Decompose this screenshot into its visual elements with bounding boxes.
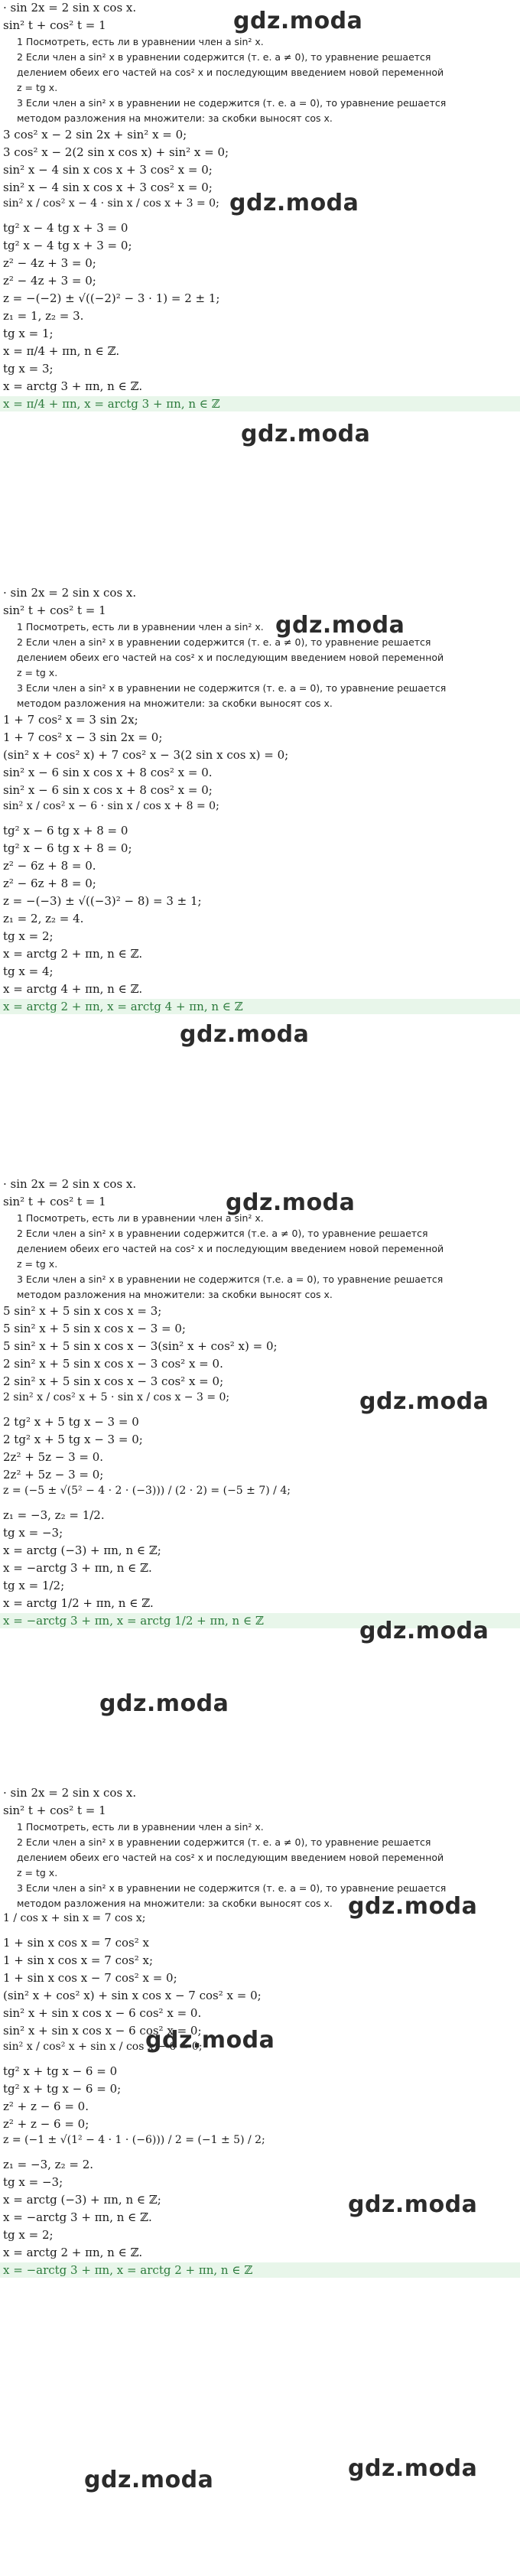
equation-line: sin² t + cos² t = 1 bbox=[3, 1195, 106, 1208]
equation-line: · sin 2x = 2 sin x cos x. bbox=[3, 586, 137, 600]
hint-line: методом разложения на множители: за скобки выносят cos x. bbox=[17, 1289, 333, 1300]
hint-line: 3 Если член a sin² x в уравнении не содержится (т. е. a = 0), то уравнение решается bbox=[17, 97, 447, 109]
equation-line: tg² x + tg x − 6 = 0; bbox=[3, 2082, 122, 2096]
watermark: gdz.moda bbox=[233, 8, 363, 34]
equation-line: z₁ = −3, z₂ = 2. bbox=[3, 2158, 94, 2171]
equation-line: (sin² x + cos² x) + 7 cos² x − 3(2 sin x cos x) = 0; bbox=[3, 748, 289, 762]
hint-line: 1 Посмотреть, есть ли в уравнении член a sin² x. bbox=[17, 621, 264, 633]
equation-line: tg x = −3; bbox=[3, 2175, 63, 2189]
watermark: gdz.moda bbox=[275, 612, 405, 639]
equation-line: tg x = 3; bbox=[3, 362, 54, 376]
equation-line: z = −(−3) ± √((−3)² − 8) = 3 ± 1; bbox=[3, 894, 202, 908]
hint-line: 2 Если член a sin² x в уравнении содержится (т.е. a ≠ 0), то уравнение решается bbox=[17, 1228, 428, 1239]
equation-line: x = arctg 2 + πn, n ∈ ℤ. bbox=[3, 2246, 143, 2259]
watermark: gdz.moda bbox=[348, 2191, 478, 2218]
fraction-equation-line: sin² x / cos² x − 6 · sin x / cos x + 8 = 0; bbox=[3, 800, 219, 812]
hint-line: z = tg x. bbox=[17, 667, 58, 678]
equation-line: z₁ = 1, z₂ = 3. bbox=[3, 309, 84, 323]
equation-line: tg x = 2; bbox=[3, 929, 54, 943]
equation-line: z² − 6z + 8 = 0. bbox=[3, 859, 96, 873]
watermark: gdz.moda bbox=[226, 1189, 356, 1216]
fraction-equation-line: z = (−1 ± √(1² − 4 · 1 · (−6))) / 2 = (−1 ± 5) / 2; bbox=[3, 2134, 265, 2146]
equation-line: z² + z − 6 = 0; bbox=[3, 2117, 89, 2131]
hint-line: делением обеих его частей на cos² x и последующим введением новой переменной bbox=[17, 1243, 444, 1254]
hint-line: 1 Посмотреть, есть ли в уравнении член a sin² x. bbox=[17, 1821, 264, 1833]
watermark: gdz.moda bbox=[84, 2467, 214, 2493]
fraction-equation-line: 1 / cos x + sin x = 7 cos x; bbox=[3, 1912, 146, 1924]
equation-line: x = arctg (−3) + πn, n ∈ ℤ; bbox=[3, 2193, 161, 2207]
equation-line: sin² x + sin x cos x − 6 cos² x = 0; bbox=[3, 2024, 202, 2038]
hint-line: методом разложения на множители: за скобки выносят cos x. bbox=[17, 698, 333, 709]
equation-line: tg x = 4; bbox=[3, 964, 54, 978]
hint-line: z = tg x. bbox=[17, 1867, 58, 1878]
equation-line: z² − 4z + 3 = 0; bbox=[3, 274, 96, 288]
equation-line: sin² x − 6 sin x cos x + 8 cos² x = 0. bbox=[3, 766, 213, 779]
equation-line: sin² x − 4 sin x cos x + 3 cos² x = 0; bbox=[3, 181, 213, 194]
fraction-equation-line: z = (−5 ± √(5² − 4 · 2 · (−3))) / (2 · 2) = (−5 ± 7) / 4; bbox=[3, 1485, 291, 1497]
equation-line: z₁ = 2, z₂ = 4. bbox=[3, 912, 84, 925]
hint-line: 3 Если член a sin² x в уравнении не содержится (т. е. a = 0), то уравнение решается bbox=[17, 682, 447, 694]
equation-line: z² + z − 6 = 0. bbox=[3, 2100, 89, 2113]
equation-line: z = −(−2) ± √((−2)² − 3 · 1) = 2 ± 1; bbox=[3, 291, 220, 305]
watermark: gdz.moda bbox=[241, 421, 371, 447]
answer-line: x = −arctg 3 + πn, x = arctg 1/2 + πn, n ∈ ℤ bbox=[0, 1613, 520, 1628]
equation-line: sin² t + cos² t = 1 bbox=[3, 18, 106, 32]
hint-line: методом разложения на множители: за скобки выносят cos x. bbox=[17, 112, 333, 124]
equation-line: sin² t + cos² t = 1 bbox=[3, 1804, 106, 1817]
hint-line: z = tg x. bbox=[17, 1258, 58, 1270]
equation-line: tg x = 1; bbox=[3, 327, 54, 340]
equation-line: tg² x − 6 tg x + 8 = 0; bbox=[3, 841, 132, 855]
equation-line: z² − 6z + 8 = 0; bbox=[3, 877, 96, 890]
equation-line: 1 + sin x cos x = 7 cos² x bbox=[3, 1936, 149, 1950]
equation-line: x = arctg (−3) + πn, n ∈ ℤ; bbox=[3, 1543, 161, 1557]
hint-line: 2 Если член a sin² x в уравнении содержится (т. е. a ≠ 0), то уравнение решается bbox=[17, 51, 431, 63]
equation-line: x = arctg 2 + πn, n ∈ ℤ. bbox=[3, 947, 143, 961]
equation-line: z² − 4z + 3 = 0; bbox=[3, 256, 96, 270]
equation-line: x = −arctg 3 + πn, n ∈ ℤ. bbox=[3, 2210, 152, 2224]
answer-line: x = π/4 + πn, x = arctg 3 + πn, n ∈ ℤ bbox=[0, 396, 520, 411]
hint-line: делением обеих его частей на cos² x и последующим введением новой переменной bbox=[17, 652, 444, 663]
equation-line: 3 cos² x − 2 sin 2x + sin² x = 0; bbox=[3, 128, 187, 141]
equation-line: tg² x − 4 tg x + 3 = 0 bbox=[3, 221, 128, 235]
hint-line: z = tg x. bbox=[17, 82, 58, 93]
hint-line: 2 Если член a sin² x в уравнении содержится (т. е. a ≠ 0), то уравнение решается bbox=[17, 636, 431, 648]
equation-line: 2z² + 5z − 3 = 0; bbox=[3, 1468, 104, 1482]
watermark: gdz.moda bbox=[359, 1388, 489, 1415]
equation-line: x = arctg 1/2 + πn, n ∈ ℤ. bbox=[3, 1596, 154, 1610]
equation-line: sin² x − 6 sin x cos x + 8 cos² x = 0; bbox=[3, 783, 213, 797]
equation-line: sin² x + sin x cos x − 6 cos² x = 0. bbox=[3, 2006, 202, 2020]
hint-line: методом разложения на множители: за скобки выносят cos x. bbox=[17, 1898, 333, 1909]
fraction-equation-line: sin² x / cos² x − 4 · sin x / cos x + 3 = 0; bbox=[3, 197, 219, 210]
equation-line: tg x = 2; bbox=[3, 2228, 54, 2242]
equation-line: · sin 2x = 2 sin x cos x. bbox=[3, 1786, 137, 1800]
watermark: gdz.moda bbox=[99, 1690, 229, 1717]
equation-line: (sin² x + cos² x) + sin x cos x − 7 cos² x = 0; bbox=[3, 1989, 262, 2002]
watermark: gdz.moda bbox=[348, 1893, 478, 1920]
answer-line: x = −arctg 3 + πn, x = arctg 2 + πn, n ∈ ℤ bbox=[0, 2262, 520, 2278]
equation-line: tg² x − 4 tg x + 3 = 0; bbox=[3, 239, 132, 252]
equation-line: 1 + 7 cos² x = 3 sin 2x; bbox=[3, 713, 138, 727]
equation-line: 5 sin² x + 5 sin x cos x = 3; bbox=[3, 1304, 162, 1318]
equation-line: 2 tg² x + 5 tg x − 3 = 0 bbox=[3, 1415, 139, 1429]
equation-line: 1 + sin x cos x − 7 cos² x = 0; bbox=[3, 1971, 177, 1985]
equation-line: x = arctg 4 + πn, n ∈ ℤ. bbox=[3, 982, 143, 996]
hint-line: делением обеих его частей на cos² x и последующим введением новой переменной bbox=[17, 67, 444, 78]
equation-line: x = π/4 + πn, n ∈ ℤ. bbox=[3, 344, 120, 358]
equation-line: tg² x − 6 tg x + 8 = 0 bbox=[3, 824, 128, 838]
fraction-equation-line: sin² x / cos² x + sin x / cos x − 6 = 0; bbox=[3, 2041, 203, 2053]
equation-line: 5 sin² x + 5 sin x cos x − 3(sin² x + cos² x) = 0; bbox=[3, 1339, 278, 1353]
equation-line: 2 sin² x + 5 sin x cos x − 3 cos² x = 0; bbox=[3, 1374, 224, 1388]
hint-line: 3 Если член a sin² x в уравнении не содержится (т.е. a = 0), то уравнение решается bbox=[17, 1273, 444, 1285]
equation-line: 2z² + 5z − 3 = 0. bbox=[3, 1450, 104, 1464]
equation-line: 5 sin² x + 5 sin x cos x − 3 = 0; bbox=[3, 1322, 186, 1335]
equation-line: 3 cos² x − 2(2 sin x cos x) + sin² x = 0; bbox=[3, 145, 229, 159]
equation-line: x = −arctg 3 + πn, n ∈ ℤ. bbox=[3, 1561, 152, 1575]
equation-line: 1 + sin x cos x = 7 cos² x; bbox=[3, 1953, 153, 1967]
equation-line: 2 sin² x + 5 sin x cos x − 3 cos² x = 0. bbox=[3, 1357, 223, 1371]
watermark: gdz.moda bbox=[359, 1618, 489, 1644]
answer-line: x = arctg 2 + πn, x = arctg 4 + πn, n ∈ ℤ bbox=[0, 999, 520, 1014]
equation-line: tg x = 1/2; bbox=[3, 1579, 65, 1592]
fraction-equation-line: 2 sin² x / cos² x + 5 · sin x / cos x − 3 = 0; bbox=[3, 1391, 230, 1403]
watermark: gdz.moda bbox=[229, 190, 359, 216]
watermark: gdz.moda bbox=[180, 1021, 310, 1048]
equation-line: tg x = −3; bbox=[3, 1526, 63, 1540]
equation-line: sin² t + cos² t = 1 bbox=[3, 603, 106, 617]
equation-line: sin² x − 4 sin x cos x + 3 cos² x = 0; bbox=[3, 163, 213, 177]
equation-line: x = arctg 3 + πn, n ∈ ℤ. bbox=[3, 379, 143, 393]
hint-line: 3 Если член a sin² x в уравнении не содержится (т. е. a = 0), то уравнение решается bbox=[17, 1882, 447, 1894]
equation-line: · sin 2x = 2 sin x cos x. bbox=[3, 1, 137, 15]
hint-line: 1 Посмотреть, есть ли в уравнении член a sin² x. bbox=[17, 1212, 264, 1224]
hint-line: 1 Посмотреть, есть ли в уравнении член a sin² x. bbox=[17, 36, 264, 47]
equation-line: z₁ = −3, z₂ = 1/2. bbox=[3, 1508, 105, 1522]
hint-line: делением обеих его частей на cos² x и последующим введением новой переменной bbox=[17, 1852, 444, 1863]
equation-line: · sin 2x = 2 sin x cos x. bbox=[3, 1177, 137, 1191]
watermark: gdz.moda bbox=[348, 2455, 478, 2482]
equation-line: 1 + 7 cos² x − 3 sin 2x = 0; bbox=[3, 730, 163, 744]
hint-line: 2 Если член a sin² x в уравнении содержится (т. е. a ≠ 0), то уравнение решается bbox=[17, 1836, 431, 1848]
equation-line: tg² x + tg x − 6 = 0 bbox=[3, 2064, 118, 2078]
watermark: gdz.moda bbox=[145, 2027, 275, 2054]
equation-line: 2 tg² x + 5 tg x − 3 = 0; bbox=[3, 1433, 143, 1446]
